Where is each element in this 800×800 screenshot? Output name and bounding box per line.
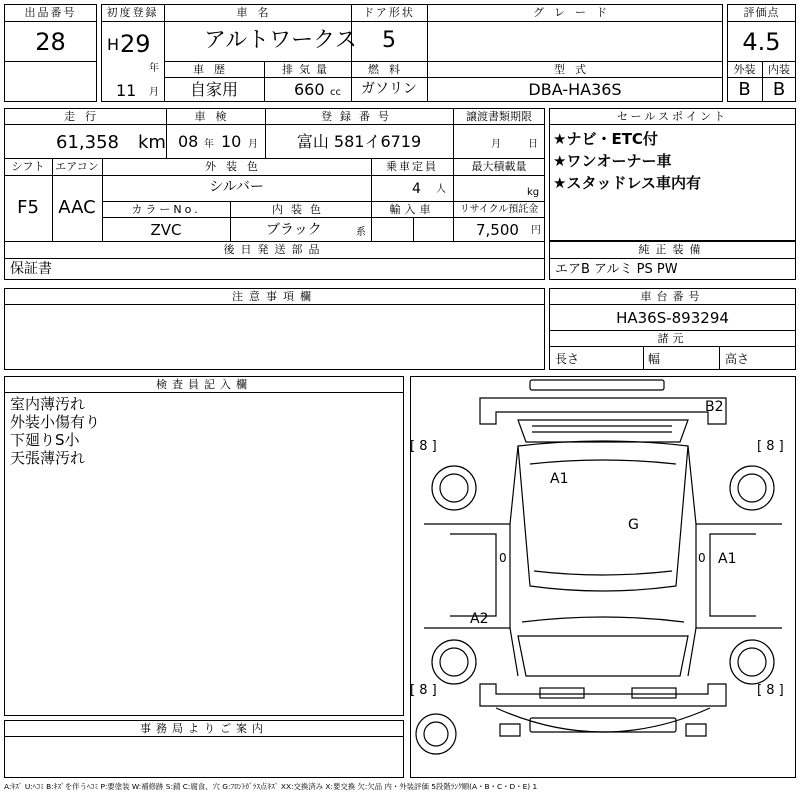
score-label: 評価点 — [743, 6, 780, 19]
inspector-line-4: 天張薄汚れ — [10, 449, 86, 467]
later-parts-value: 保証書 — [10, 261, 52, 277]
later-parts-label: 後日発送部品 — [223, 243, 326, 256]
recycle-unit: 円 — [531, 225, 541, 236]
dims-label: 諸元 — [657, 332, 688, 345]
model-label: 型式 — [554, 63, 596, 76]
exterior-label: 外装 — [733, 63, 756, 76]
month-unit: 月 — [149, 87, 159, 98]
score: 4.5 — [742, 28, 781, 56]
inspector-line-2: 外装小傷有り — [10, 413, 101, 431]
recycle: 7,500 — [476, 221, 519, 239]
damage-a2: A2 — [470, 611, 489, 627]
damage-b2: B2 — [705, 399, 724, 415]
car-history-label: 車歴 — [193, 63, 235, 76]
fuel-label: 燃料 — [368, 63, 410, 76]
tire-rl: [ 8 ] — [410, 683, 437, 698]
displacement: 660 — [294, 80, 325, 99]
transfer-label: 譲渡書類期限 — [466, 110, 532, 123]
reg-year: 29 — [120, 30, 151, 58]
insp-year: 08 — [178, 132, 199, 151]
mileage: 61,358 — [56, 132, 119, 153]
car-history: 自家用 — [189, 80, 238, 99]
zero-right: 0 — [698, 551, 706, 565]
aircon: AAC — [58, 197, 96, 218]
mileage-unit: km — [138, 132, 166, 153]
ext-color-label: 外装色 — [205, 160, 268, 173]
max-load-unit: kg — [527, 187, 540, 198]
damage-g: G — [628, 517, 639, 533]
sales-points-label: セールスポイント — [616, 110, 728, 123]
notes-label: 注意事項欄 — [232, 290, 317, 303]
length-label: 長さ — [555, 352, 580, 366]
inspector-label: 検査員記入欄 — [156, 378, 252, 391]
interior-grade: B — [772, 79, 786, 100]
int-color: ブラック — [266, 222, 322, 238]
ext-color: シルバー — [209, 179, 264, 195]
capacity: 4 — [412, 181, 421, 197]
insp-month: 10 — [221, 132, 242, 151]
sales-point-3: ★スタッドレス車内有 — [553, 174, 701, 192]
lot-number: 28 — [35, 28, 66, 56]
reg-month: 11 — [116, 81, 137, 100]
import-label: 輸入車 — [389, 203, 435, 216]
reg-no-label: 登録番号 — [321, 110, 397, 123]
sales-point-2: ★ワンオーナー車 — [553, 152, 672, 170]
tire-fl: [ 8 ] — [410, 439, 437, 454]
inspector-line-3: 下廻りS小 — [10, 431, 80, 449]
recycle-label: リサイクル預託金 — [459, 204, 539, 215]
displacement-unit: cc — [330, 87, 341, 98]
first-reg-label: 初度登録 — [106, 6, 159, 19]
chassis-label: 車台番号 — [640, 290, 705, 303]
chassis-number: HA36S-893294 — [616, 309, 729, 327]
tire-fr: [ 8 ] — [757, 439, 784, 454]
inspector-line-1: 室内薄汚れ — [10, 395, 86, 413]
width-label: 幅 — [648, 352, 661, 366]
color-no: ZVC — [150, 221, 182, 239]
office-label: 事務局よりご案内 — [140, 722, 268, 735]
exterior-grade: B — [738, 79, 751, 100]
door: 5 — [382, 28, 396, 53]
color-no-label: カラーNo. — [131, 203, 201, 216]
fuel: ガソリン — [361, 81, 417, 97]
max-load-label: 最大積載量 — [471, 160, 527, 173]
height-label: 高さ — [725, 352, 750, 366]
insp-year-unit: 年 — [204, 139, 214, 150]
sales-point-1: ★ナビ・ETC付 — [553, 130, 658, 148]
car-name-label: 車名 — [236, 6, 279, 19]
int-color-label: 内装色 — [272, 203, 329, 216]
car-diagram — [410, 376, 796, 778]
tire-rr: [ 8 ] — [757, 683, 784, 698]
insp-month-unit: 月 — [248, 139, 258, 150]
door-label: ドア形状 — [363, 6, 415, 19]
inspection-label: 車検 — [194, 110, 237, 123]
car-name: アルトワークス — [204, 28, 357, 53]
capacity-unit: 人 — [436, 184, 446, 195]
transfer-month-unit: 月 — [491, 139, 501, 150]
shift-label: シフト — [11, 160, 45, 173]
damage-a1-right: A1 — [718, 551, 737, 567]
mileage-label: 走行 — [64, 110, 106, 123]
legend: A:ｷｽﾞ U:ﾍｺﾐ B:ｷｽﾞを伴うﾍｺﾐ P:要塗装 W:補修跡 S:錆 C:腐食、穴 G:ﾌﾛﾝﾄｶﾞﾗｽ点ｷｽﾞ XX:交換済み X:要交換 欠:欠品 内・外装評価 5段階ﾗﾝｸ順(A・B・C・D・E) 1 — [4, 782, 538, 791]
model: DBA-HA36S — [528, 80, 622, 99]
capacity-label: 乗車定員 — [386, 160, 438, 173]
reg-no: 富山 581イ6719 — [296, 132, 422, 151]
shift: F5 — [17, 197, 39, 218]
damage-a1-roof: A1 — [550, 471, 569, 487]
interior-label: 内装 — [768, 63, 790, 76]
year-unit: 年 — [149, 63, 159, 74]
era: H — [107, 35, 120, 54]
aircon-label: エアコン — [55, 160, 99, 173]
int-color-unit: 系 — [356, 227, 366, 238]
grade-label: グレード — [533, 6, 617, 19]
lot-number-label: 出品番号 — [24, 6, 77, 19]
transfer-day-unit: 日 — [528, 139, 538, 150]
equipment-label: 純正装備 — [638, 243, 707, 256]
equipment-value: エアB アルミ PS PW — [555, 262, 678, 277]
zero-left: 0 — [499, 551, 507, 565]
displacement-label: 排気量 — [282, 63, 333, 76]
